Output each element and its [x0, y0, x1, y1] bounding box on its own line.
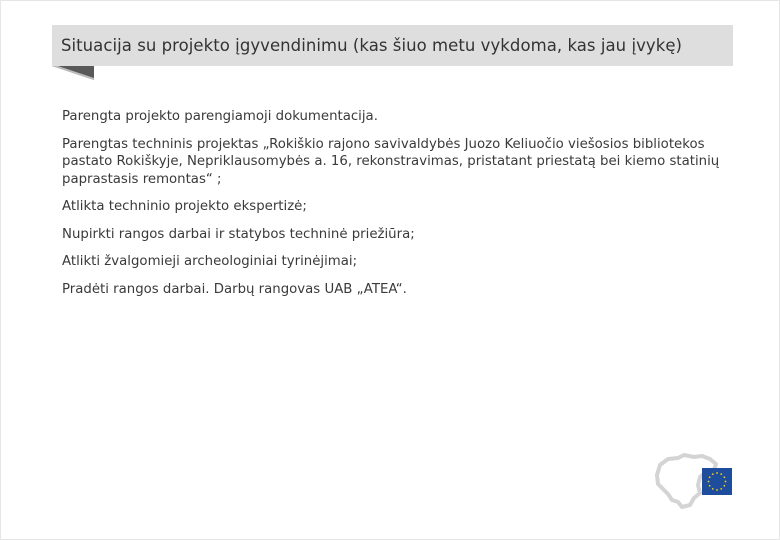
paragraph-expertise: Atlikta techninio projekto ekspertizė;	[62, 199, 307, 214]
paragraph-procurement: Nupirkti rangos darbai ir statybos techninė priežiūra;	[62, 226, 415, 242]
title-bar	[52, 25, 733, 66]
eu-star-icon	[725, 481, 727, 483]
slide-title: Situacija su projekto įgyvendinimu (kas šiuo metu vykdoma, kas jau įvykę)	[61, 36, 683, 55]
eu-flag-icon	[702, 468, 732, 495]
eu-star-icon	[716, 489, 718, 491]
eu-star-icon	[712, 473, 714, 475]
eu-star-icon	[716, 472, 718, 474]
paragraph-documentation: Parengta projekto parengiamoji dokumentacija.	[62, 109, 378, 124]
eu-star-icon	[723, 476, 725, 478]
eu-star-icon	[723, 485, 725, 487]
paragraph-construction: Pradėti rangos darbai. Darbų rangovas UAB „ATEA“.	[62, 281, 407, 297]
eu-star-icon	[708, 481, 710, 483]
eu-star-icon	[720, 473, 722, 475]
paragraph-technical-project: Parengtas techninis projektas „Rokiškio rajono savivaldybės Juozo Keliuočio viešosios bibliotekos pastato Rokiškyje, Nepriklausomybės a. 16, rekonstravimas, pristatant priestatą bei kiemo statinių paprastasis remontas“ ;	[62, 136, 720, 187]
paragraph-archaeology: Atlikti žvalgomieji archeologiniai tyrinėjimai;	[62, 254, 358, 269]
slide-content	[62, 108, 732, 308]
eu-star-icon	[709, 485, 711, 487]
eu-star-icon	[709, 476, 711, 478]
title-tab-decoration	[52, 66, 94, 80]
eu-star-icon	[720, 488, 722, 490]
eu-star-icon	[712, 488, 714, 490]
lithuania-map-eu-flag-icon	[654, 453, 736, 511]
